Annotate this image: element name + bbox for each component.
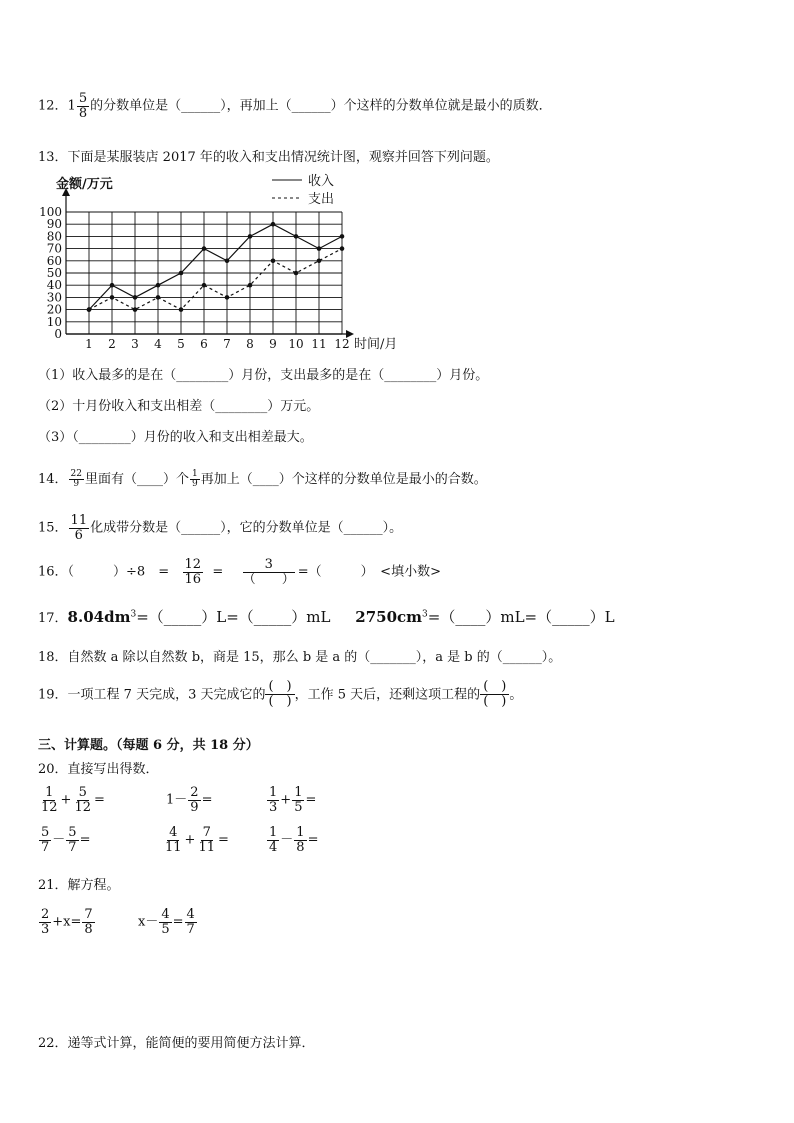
- calc-item: $\frac{1}{3}$ + $\frac{1}{5}$ =: [269, 785, 317, 815]
- data-point: [271, 222, 276, 227]
- data-point: [179, 307, 184, 312]
- question-12: 12．1 $\frac{5}{8}$ 的分数单位是（______），再加上（______）个这样的分数单位就是最小的质数．: [38, 91, 552, 121]
- question-19: 19．一项工程 7 天完成，3 天完成它的 ( ) ( ) ，工作 5 天后，还剩这项工程的 ( ) ( ) 。: [38, 679, 523, 710]
- fraction: $\frac{11}{6}$: [70, 513, 88, 543]
- data-point: [248, 234, 253, 239]
- data-point: [294, 271, 299, 276]
- x-tick-label: 6: [200, 337, 208, 351]
- calc-item: $\frac{4}{11}$ + $\frac{7}{11}$ =: [165, 825, 229, 855]
- question-14: 14． $\frac{22}{9}$ 里面有（____）个 $\frac{1}{9}$ 再加上（____）个这样的分数单位是最小的合数。: [38, 468, 487, 489]
- fraction: $\frac{3}{( )}$: [242, 557, 295, 587]
- data-point: [248, 283, 253, 288]
- data-point: [87, 307, 92, 312]
- income-expense-chart: [36, 168, 416, 358]
- question-22: 22．递等式计算，能简便的要用简便方法计算．: [38, 1036, 315, 1051]
- question-13-part-2: （2）十月份收入和支出相差（________）万元。: [38, 399, 320, 414]
- question-20-title: 20．直接写出得数．: [38, 762, 159, 777]
- x-tick-label: 2: [108, 337, 116, 351]
- question-16: 16．（ ）÷8 = $\frac{12}{16}$ = $\frac{3}{( )}$ =（ ） <填小数>: [38, 557, 441, 587]
- data-point: [225, 295, 230, 300]
- y-tick-label: 90: [46, 217, 62, 232]
- legend-label: 支出: [308, 192, 335, 207]
- question-17: 17．$8.04dm^3=(\_\_\_\_\_)L=(\_\_\_\_\_)mL$ $2750cm^3=(\_\_\_\_)mL=(\_\_\_\_\_)L$: [38, 608, 615, 626]
- x-tick-label: 1: [85, 337, 93, 351]
- data-point: [202, 283, 207, 288]
- data-point: [225, 259, 230, 264]
- y-tick-label: 40: [46, 278, 62, 293]
- data-point: [110, 283, 115, 288]
- x-tick-label: 12: [334, 337, 350, 351]
- x-tick-label: 11: [311, 337, 327, 351]
- series-line: [89, 224, 342, 309]
- data-point: [340, 234, 345, 239]
- fraction: $\frac{5}{8}$: [78, 91, 88, 121]
- y-tick-label: 10: [46, 314, 62, 329]
- fraction: $\frac{12}{16}$: [184, 557, 202, 587]
- question-18: 18．自然数 a 除以自然数 b，商是 15，那么 b 是 a 的（_______），a 是 b 的（______）。: [38, 650, 562, 665]
- y-tick-label: 0: [54, 327, 62, 341]
- calc-item: 1－ $\frac{2}{9}$ =: [166, 785, 213, 815]
- y-tick-label: 50: [46, 266, 62, 280]
- y-axis-label: 金额/万元: [56, 177, 113, 192]
- blank-fraction: ( ) ( ): [265, 680, 294, 710]
- series-line: [89, 249, 342, 310]
- data-point: [340, 246, 345, 251]
- question-15: 15． $\frac{11}{6}$ 化成带分数是（______），它的分数单位是（______）。: [38, 513, 403, 543]
- blank-fraction: ( ) ( ): [480, 680, 509, 710]
- y-tick-label: 30: [46, 290, 62, 305]
- data-point: [133, 307, 138, 312]
- x-tick-label: 10: [288, 337, 304, 351]
- equation-2: x－ $\frac{4}{5}$ = $\frac{4}{7}$: [138, 907, 195, 937]
- x-tick-label: 4: [154, 337, 162, 351]
- question-13-part-1: （1）收入最多的是在（________）月份，支出最多的是在（________）月份。: [38, 368, 489, 383]
- data-point: [156, 295, 161, 300]
- y-tick-label: 70: [46, 241, 62, 256]
- question-21-title: 21．解方程。: [38, 878, 120, 893]
- x-tick-label: 5: [177, 337, 185, 351]
- calc-item: $\frac{1}{12}$ + $\frac{5}{12}$ =: [41, 785, 105, 815]
- data-point: [202, 246, 207, 251]
- data-point: [156, 283, 161, 288]
- y-tick-label: 20: [46, 302, 62, 317]
- calc-item: $\frac{5}{7}$ － $\frac{5}{7}$ =: [41, 825, 91, 855]
- equation-1: $\frac{2}{3}$ +x= $\frac{7}{8}$: [41, 907, 93, 937]
- question-13-part-3: （3）（________）月份的收入和支出相差最大。: [38, 430, 313, 445]
- y-tick-label: 60: [46, 253, 62, 268]
- data-point: [133, 295, 138, 300]
- data-point: [317, 246, 322, 251]
- x-axis-label: 时间/月: [354, 337, 398, 352]
- data-point: [179, 271, 184, 276]
- data-point: [317, 259, 322, 264]
- section-3-title: 三、计算题。（每题 6 分，共 18 分）: [38, 738, 259, 753]
- data-point: [271, 259, 276, 264]
- x-tick-label: 3: [131, 337, 139, 351]
- fraction: $\frac{22}{9}$: [70, 468, 82, 489]
- y-tick-label: 80: [46, 229, 62, 244]
- calc-item: $\frac{1}{4}$ － $\frac{1}{8}$ =: [269, 825, 319, 855]
- data-point: [294, 234, 299, 239]
- x-axis-arrow: [346, 330, 354, 338]
- question-13: 13．下面是某服装店 2017 年的收入和支出情况统计图，观察并回答下列问题。: [38, 150, 499, 165]
- x-tick-label: 7: [223, 337, 231, 351]
- y-tick-label: 100: [39, 205, 62, 219]
- x-tick-label: 9: [269, 337, 277, 351]
- x-tick-label: 8: [246, 337, 254, 351]
- legend-label: 收入: [308, 174, 335, 189]
- data-point: [110, 295, 115, 300]
- fraction: $\frac{1}{9}$: [192, 468, 198, 489]
